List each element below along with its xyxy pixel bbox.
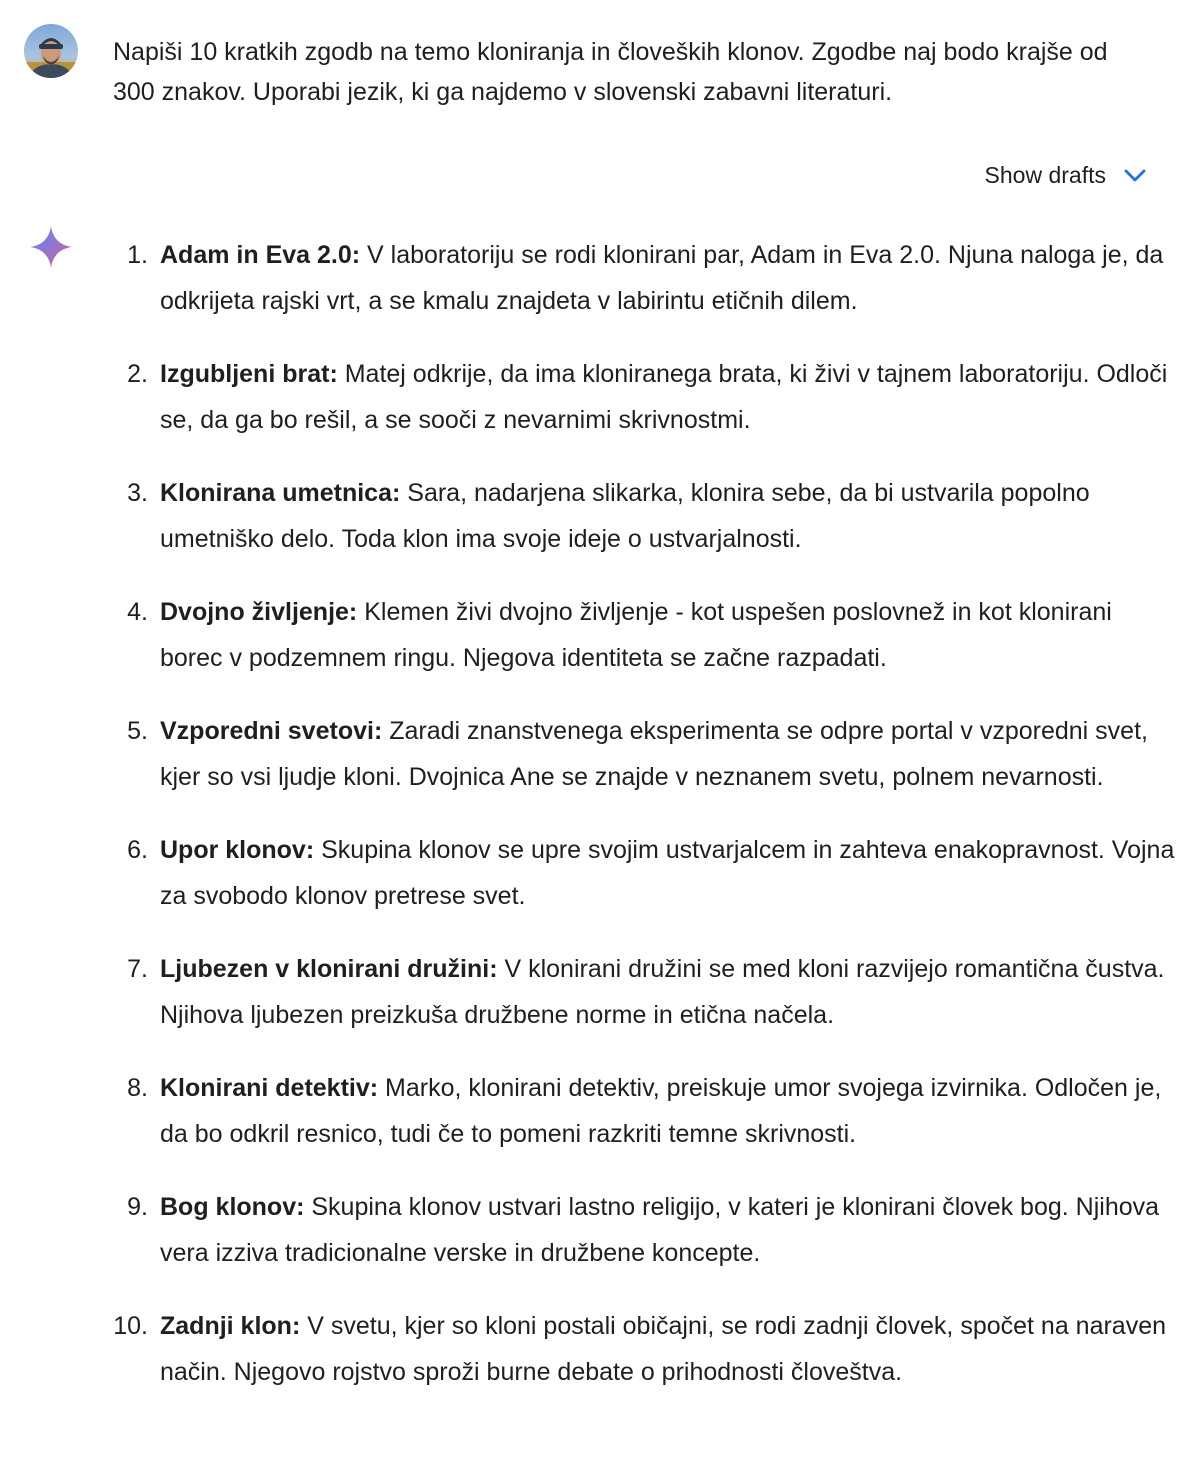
- story-text: V svetu, kjer so kloni postali običajni, se rodi zadnji človek, spočet na naraven način. Njegovo rojstvo sproži burne debate o prihodnosti človeštva.: [160, 1312, 1167, 1386]
- story-item: [106, 827, 1176, 919]
- story-number: 9.: [127, 1193, 148, 1221]
- show-drafts-label: Show drafts: [984, 161, 1106, 188]
- story-number: 10.: [113, 1312, 148, 1340]
- story-item: [106, 946, 1176, 1038]
- story-item: [106, 470, 1176, 562]
- story-item: [106, 1303, 1176, 1395]
- story-number: 1.: [127, 241, 148, 269]
- story-number: 4.: [127, 598, 148, 626]
- story-number: 5.: [127, 717, 148, 745]
- story-title: Adam in Eva 2.0:: [160, 241, 361, 269]
- story-text: Skupina klonov se upre svojim ustvarjalcem in zahteva enakopravnost. Vojna za svobodo klonov pretrese svet.: [160, 836, 1175, 910]
- gemini-sparkle-icon: [28, 224, 74, 270]
- story-item: [106, 1065, 1176, 1157]
- story-text: V klonirani družini se med kloni razvijejo romantična čustva. Njihova ljubezen preizkuša družbene norme in etična načela.: [160, 955, 1165, 1029]
- chevron-down-icon: [1120, 160, 1150, 190]
- story-item: [106, 708, 1176, 800]
- story-number: 7.: [127, 955, 148, 983]
- story-title: Ljubezen v klonirani družini:: [160, 955, 498, 983]
- user-avatar[interactable]: [24, 24, 78, 78]
- user-prompt-text: Napiši 10 kratkih zgodb na temo kloniranja in človeških klonov. Zgodbe naj bodo krajše od 300 znakov. Uporabi jezik, ki ga najdemo v slovenski zabavni literaturi.: [113, 38, 1108, 106]
- story-item: [106, 1184, 1176, 1276]
- story-text: Zaradi znanstvenega eksperimenta se odpre portal v vzporedni svet, kjer so vsi ljudje kloni. Dvojnica Ane se znajde v neznanem svetu, polnem nevarnosti.: [160, 717, 1148, 791]
- story-title: Klonirana umetnica:: [160, 479, 401, 507]
- story-item: [106, 232, 1176, 324]
- story-title: Klonirani detektiv:: [160, 1074, 379, 1102]
- story-text: V laboratoriju se rodi klonirani par, Adam in Eva 2.0. Njuna naloga je, da odkrijeta rajski vrt, a se kmalu znajdeta v labirintu etičnih dilem.: [160, 241, 1164, 315]
- story-text: Skupina klonov ustvari lastno religijo, v kateri je klonirani človek bog. Njihova vera izziva tradicionalne verske in družbene koncepte.: [160, 1193, 1160, 1267]
- story-title: Dvojno življenje:: [160, 598, 358, 626]
- story-item: [106, 351, 1176, 443]
- story-number: 3.: [127, 479, 148, 507]
- show-drafts-button[interactable]: [985, 160, 1150, 190]
- story-text: Matej odkrije, da ima kloniranega brata, ki živi v tajnem laboratoriju. Odloči se, da ga bo rešil, a se sooči z nevarnimi skrivnostmi.: [160, 360, 1168, 434]
- story-text: Sara, nadarjena slikarka, klonira sebe, da bi ustvarila popolno umetniško delo. Toda klon ima svoje ideje o ustvarjalnosti.: [160, 479, 1090, 553]
- story-title: Izgubljeni brat:: [160, 360, 338, 388]
- story-number: 8.: [127, 1074, 148, 1102]
- story-title: Bog klonov:: [160, 1193, 305, 1221]
- story-list: [106, 232, 1176, 1422]
- story-title: Upor klonov:: [160, 836, 315, 864]
- story-number: 6.: [127, 836, 148, 864]
- story-text: Marko, klonirani detektiv, preiskuje umor svojega izvirnika. Odločen je, da bo odkril resnico, tudi če to pomeni razkriti temne skrivnosti.: [160, 1074, 1162, 1148]
- story-number: 2.: [127, 360, 148, 388]
- story-title: Vzporedni svetovi:: [160, 717, 383, 745]
- user-avatar-photo-icon: [24, 24, 78, 78]
- story-text: Klemen živi dvojno življenje - kot uspešen poslovnež in kot klonirani borec v podzemnem ringu. Njegova identiteta se začne razpadati.: [160, 598, 1112, 672]
- story-title: Zadnji klon:: [160, 1312, 301, 1340]
- story-item: [106, 589, 1176, 681]
